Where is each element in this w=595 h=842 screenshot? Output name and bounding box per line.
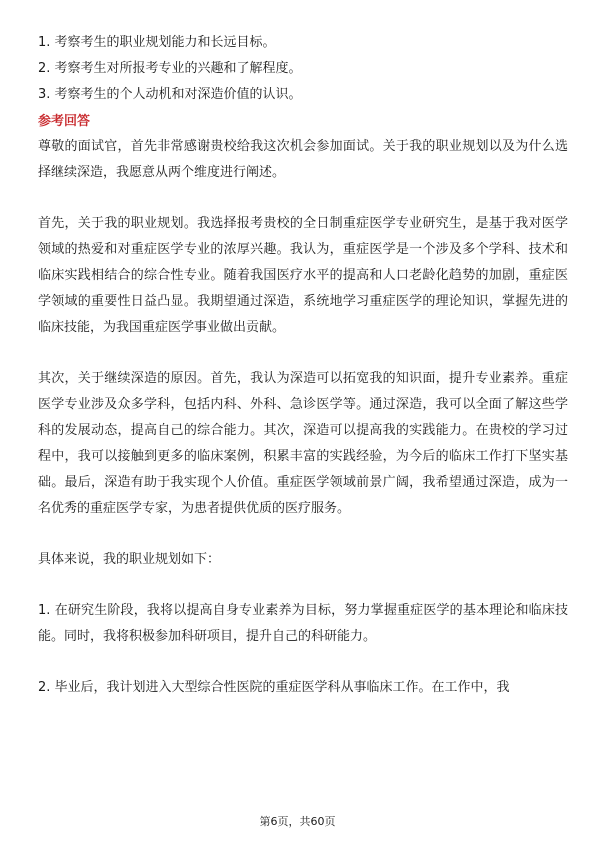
criteria-item: 2. 考察考生对所报考专业的兴趣和了解程度。 xyxy=(38,61,302,76)
criteria-item: 1. 考察考生的职业规划能力和长远目标。 xyxy=(38,35,276,50)
paragraph-specifics: 具体来说，我的职业规划如下： xyxy=(38,552,221,567)
paragraph-intro: 尊敬的面试官，首先非常感谢贵校给我这次机会参加面试。关于我的职业规划以及为什么选择继续深造，我愿意从两个维度进行阐述。 xyxy=(38,139,568,180)
criteria-list xyxy=(38,30,568,108)
answer-heading: 参考回答 xyxy=(38,114,91,129)
criteria-item: 3. 考察考生的个人动机和对深造价值的认识。 xyxy=(38,87,302,102)
paragraph-career-plan: 首先，关于我的职业规划。我选择报考贵校的全日制重症医学专业研究生，是基于我对医学领域的热爱和对重症医学专业的浓厚兴趣。我认为，重症医学是一个涉及多个学科、技术和临床实践相结合的综合性专业。随着我国医疗水平的提高和人口老龄化趋势的加剧，重症医学领域的重要性日益凸显。我期望通过深造，系统地学习重症医学的理论知识，掌握先进的临床技能，为我国重症医学事业做出贡献。 xyxy=(38,216,568,335)
page-content xyxy=(38,30,568,701)
page-number-footer: 第6页，共60页 xyxy=(259,815,336,828)
answer-body xyxy=(38,134,568,701)
paragraph-plan-item-2: 2. 毕业后，我计划进入大型综合性医院的重症医学科从事临床工作。在工作中，我 xyxy=(38,680,510,695)
paragraph-plan-item-1: 1. 在研究生阶段，我将以提高自身专业素养为目标，努力掌握重症医学的基本理论和临床技能。同时，我将积极参加科研项目，提升自己的科研能力。 xyxy=(38,603,568,644)
paragraph-reasons: 其次，关于继续深造的原因。首先，我认为深造可以拓宽我的知识面，提升专业素养。重症医学专业涉及众多学科，包括内科、外科、急诊医学等。通过深造，我可以全面了解这些学科的发展动态，提高自己的综合能力。其次，深造可以提高我的实践能力。在贵校的学习过程中，我可以接触到更多的临床案例，积累丰富的实践经验，为今后的临床工作打下坚实基础。最后，深造有助于我实现个人价值。重症医学领域前景广阔，我希望通过深造，成为一名优秀的重症医学专家，为患者提供优质的医疗服务。 xyxy=(38,371,568,516)
